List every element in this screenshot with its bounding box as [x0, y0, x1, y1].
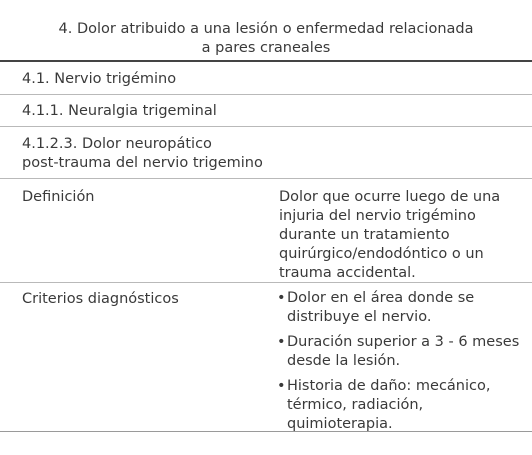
criteria-list-container [279, 289, 521, 431]
criteria-item: • Duración superior a 3 - 6 meses desde la lesión. [279, 333, 521, 371]
section-label-line-1: 4.1.2.3. Dolor neuropático [22, 136, 212, 152]
definition-value: Dolor que ocurre luego de una injuria del nervio trigémino durante un tratamiento quirúrgico/endodóntico o un trauma accidental. [279, 189, 501, 281]
section-label: 4.1. Nervio trigémino [22, 71, 177, 87]
section-label: 4.1.1. Neuralgia trigeminal [22, 103, 217, 119]
section-row-dolor-neuropatico [0, 127, 532, 179]
section-row-nervio-trigemino [0, 62, 532, 95]
criteria-item: • Historia de daño: mecánico, térmico, radiación, quimioterapia. [279, 377, 521, 434]
section-row-neuralgia-trigeminal [0, 95, 532, 127]
title-line-2: a pares craneales [201, 40, 331, 56]
definition-row [0, 179, 532, 283]
criteria-label: Criterios diagnósticos [22, 291, 179, 307]
section-label-line-2: post-trauma del nervio trigemino [22, 155, 263, 171]
title-line-1: 4. Dolor atribuido a una lesión o enfermedad relacionada [58, 21, 474, 37]
criteria-row [0, 283, 532, 432]
criteria-item: • Dolor en el área donde se distribuye el nervio. [279, 289, 521, 327]
criteria-list [279, 289, 521, 434]
table-title [0, 0, 532, 62]
definition-label: Definición [22, 189, 95, 205]
